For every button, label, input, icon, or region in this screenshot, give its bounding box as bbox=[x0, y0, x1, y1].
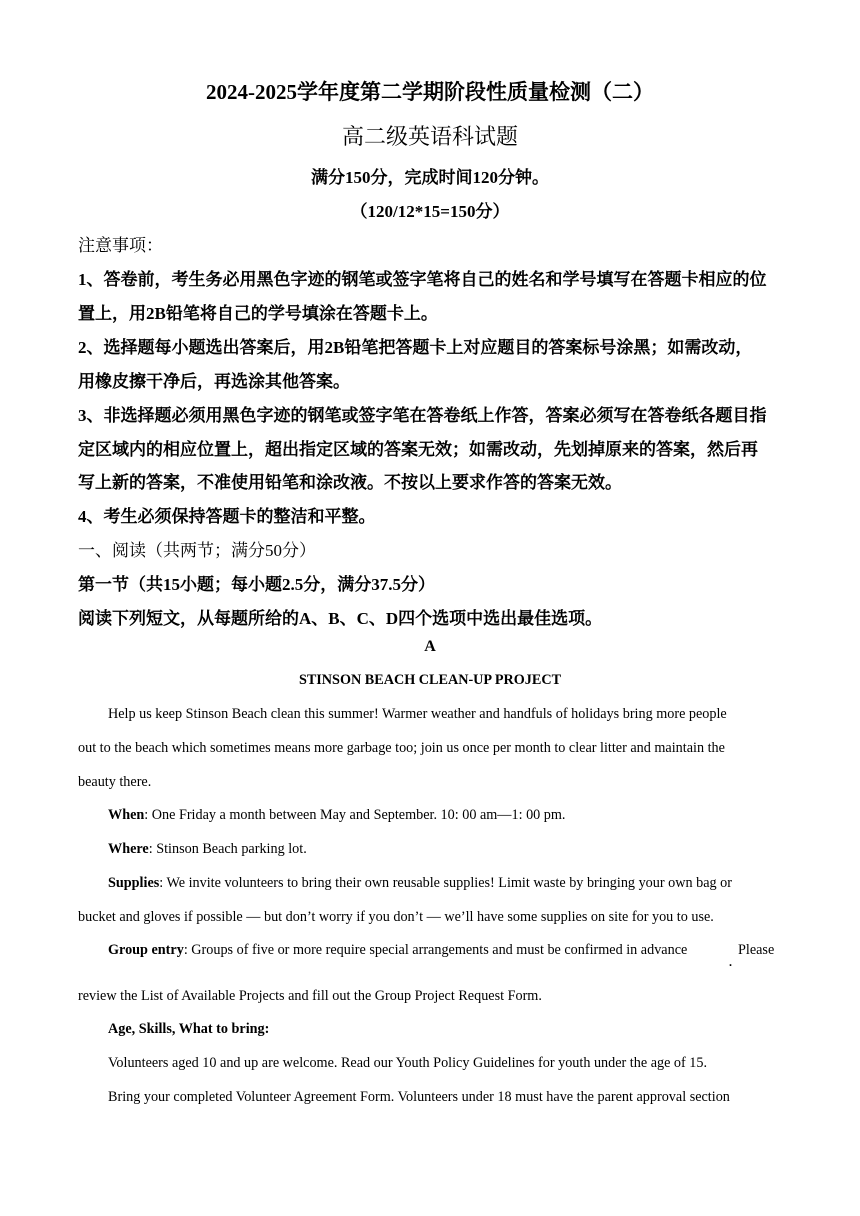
group-label: Group entry bbox=[108, 942, 184, 958]
note-item-1-line-1: 1、答卷前，考生务必用黑色字迹的钢笔或签字笔将自己的姓名和学号填写在答题卡相应的位 bbox=[78, 270, 767, 289]
group-paragraph bbox=[108, 942, 687, 959]
note-item-4: 4、考生必须保持答题卡的整洁和平整。 bbox=[78, 507, 376, 526]
group-line-2: review the List of Available Projects and fill out the Group Project Request Form. bbox=[78, 988, 542, 1004]
passage-letter: A bbox=[424, 638, 436, 655]
note-item-3-line-2: 定区域内的相应位置上，超出指定区域的答案无效；如需改动，先划掉原来的答案，然后再 bbox=[78, 440, 758, 459]
where-text: : Stinson Beach parking lot. bbox=[148, 841, 307, 857]
intro-line-2: out to the beach which sometimes means more garbage too; join us once per month to clear litter and maintain the bbox=[78, 740, 725, 756]
supplies-paragraph bbox=[108, 875, 732, 892]
when-text: : One Friday a month between May and September. 10: 00 am—1: 00 pm. bbox=[144, 807, 566, 823]
section-part1: 一、阅读（共两节；满分50分） bbox=[78, 541, 316, 560]
notes-heading: 注意事项： bbox=[78, 236, 163, 255]
exam-title: 2024-2025学年度第二学期阶段性质量检测（二） bbox=[206, 80, 654, 104]
supplies-label: Supplies bbox=[108, 875, 160, 891]
supplies-line-2: bucket and gloves if possible — but don’t worry if you don’t — we’ll have some supplies on site for you to use. bbox=[78, 909, 714, 925]
section-instruction: 阅读下列短文，从每题所给的A、B、C、D四个选项中选出最佳选项。 bbox=[78, 609, 603, 628]
score-info: 满分150分，完成时间120分钟。 bbox=[311, 168, 549, 187]
when-paragraph bbox=[108, 807, 565, 824]
period-mark: . bbox=[729, 955, 732, 969]
supplies-text: : We invite volunteers to bring their own reusable supplies! Limit waste by bringing your own bag or bbox=[159, 875, 732, 891]
where-paragraph bbox=[108, 841, 307, 858]
where-label: Where bbox=[108, 841, 149, 857]
age-line-1: Volunteers aged 10 and up are welcome. Read our Youth Policy Guidelines for youth under the age of 15. bbox=[108, 1055, 708, 1071]
age-line-2: Bring your completed Volunteer Agreement Form. Volunteers under 18 must have the parent approval section bbox=[108, 1089, 730, 1105]
note-item-1-line-2: 置上，用2B铅笔将自己的学号填涂在答题卡上。 bbox=[78, 304, 438, 323]
passage-title: STINSON BEACH CLEAN-UP PROJECT bbox=[298, 672, 562, 688]
intro-line-3: beauty there. bbox=[78, 774, 152, 790]
age-heading: Age, Skills, What to bring: bbox=[108, 1021, 270, 1037]
exam-subtitle: 高二级英语科试题 bbox=[341, 124, 518, 149]
note-item-2-line-2: 用橡皮擦干净后，再选涂其他答案。 bbox=[78, 372, 350, 391]
note-item-3-line-3: 写上新的答案，不准使用铅笔和涂改液。不按以上要求作答的答案无效。 bbox=[78, 473, 622, 492]
group-tail: Please bbox=[738, 942, 775, 958]
when-label: When bbox=[108, 807, 145, 823]
section-sub1: 第一节（共15小题；每小题2.5分，满分37.5分） bbox=[78, 575, 435, 594]
score-formula: （120/12*15=150分） bbox=[350, 202, 510, 221]
intro-line-1: Help us keep Stinson Beach clean this summer! Warmer weather and handfuls of holidays bring more people bbox=[108, 706, 727, 722]
note-item-2-line-1: 2、选择题每小题选出答案后，用2B铅笔把答题卡上对应题目的答案标号涂黑；如需改动， bbox=[78, 338, 753, 357]
group-text: : Groups of five or more require special arrangements and must be confirmed in advance bbox=[183, 942, 688, 958]
note-item-3-line-1: 3、非选择题必须用黑色字迹的钢笔或签字笔在答卷纸上作答，答案必须写在答卷纸各题目指 bbox=[78, 406, 767, 425]
